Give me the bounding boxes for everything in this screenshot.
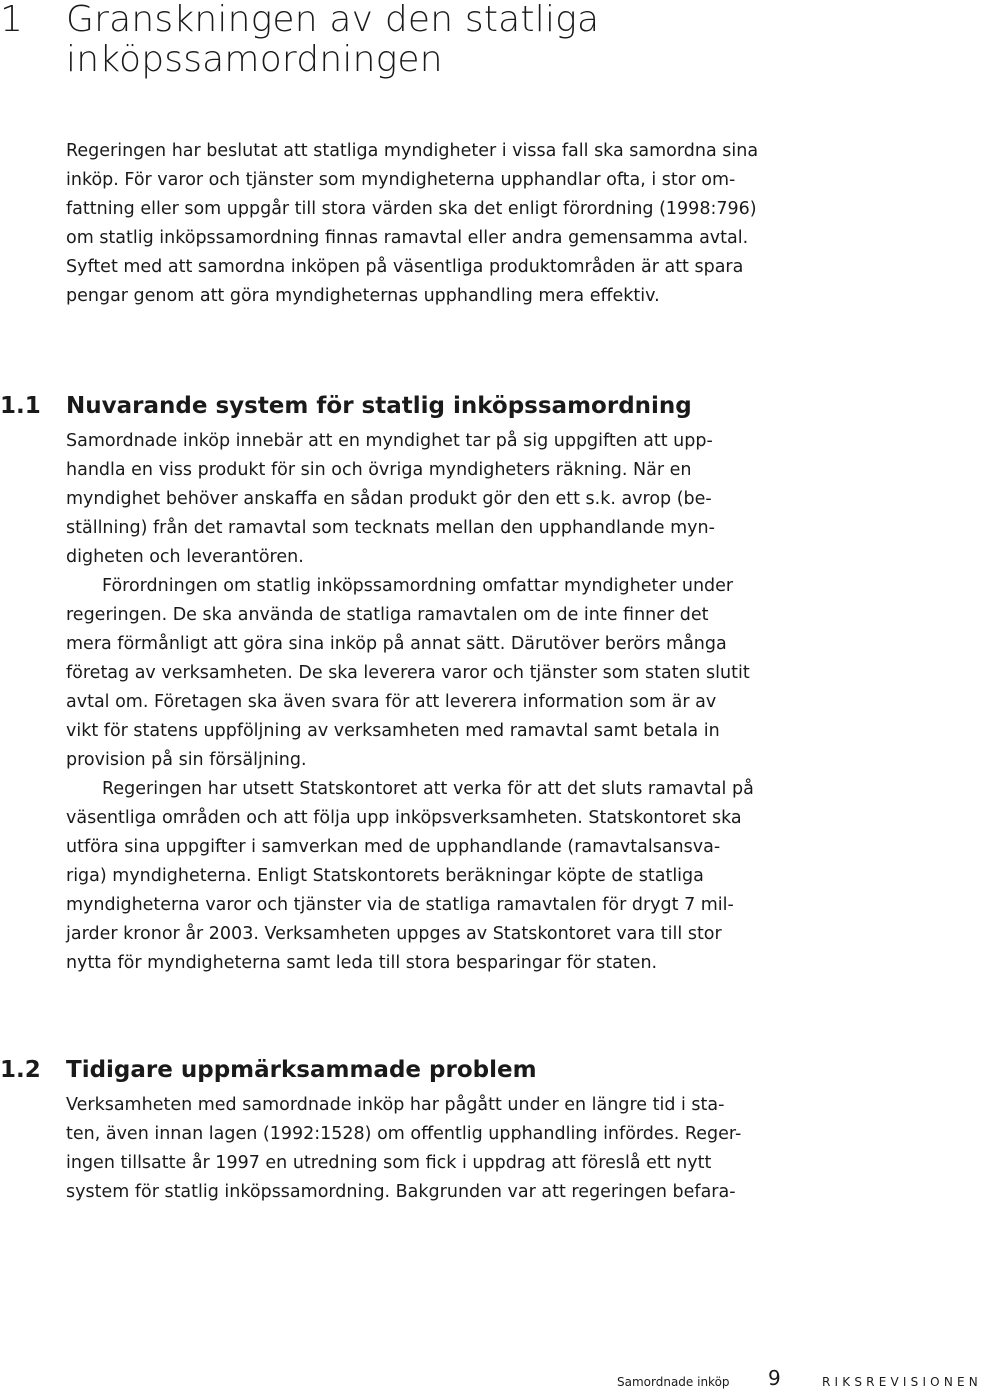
text-line: ställning) från det ramavtal som tecknats mellan den upphandlande myn- — [66, 518, 715, 538]
chapter-title-line: inköpssamordningen — [66, 39, 443, 80]
text-line: företag av verksamheten. De ska leverera varor och tjänster som staten slutit — [66, 663, 750, 683]
text-line: jarder kronor år 2003. Verksamheten uppges av Statskontoret vara till stor — [66, 924, 722, 944]
page-number: 9 — [768, 1366, 781, 1390]
section-number: 1.2 — [0, 1057, 41, 1083]
text-line: provision på sin försäljning. — [66, 750, 307, 770]
text-line: Regeringen har utsett Statskontoret att verka för att det sluts ramavtal på — [102, 779, 754, 799]
footer-document-title: Samordnade inköp — [617, 1375, 730, 1389]
text-line: system för statlig inköpssamordning. Bakgrunden var att regeringen befara- — [66, 1182, 736, 1202]
section-paragraph — [66, 572, 766, 775]
text-line: Verksamheten med samordnade inköp har pågått under en längre tid i sta- — [66, 1095, 725, 1115]
text-line: nytta för myndigheterna samt leda till stora besparingar för staten. — [66, 953, 658, 973]
text-line: vikt för statens uppföljning av verksamheten med ramavtal samt betala in — [66, 721, 720, 741]
text-line: riga) myndigheterna. Enligt Statskontorets beräkningar köpte de statliga — [66, 866, 704, 886]
text-line: avtal om. Företagen ska även svara för att leverera information som är av — [66, 692, 717, 712]
text-line: myndigheterna varor och tjänster via de statliga ramavtalen för drygt 7 mil- — [66, 895, 734, 915]
section-title: Nuvarande system för statlig inköpssamordning — [66, 393, 692, 419]
text-line: inköp. För varor och tjänster som myndigheterna upphandlar ofta, i stor om- — [66, 170, 736, 190]
text-line: digheten och leverantören. — [66, 547, 304, 567]
intro-paragraph — [66, 137, 766, 311]
chapter-number: 1 — [0, 0, 23, 40]
chapter-title — [66, 0, 926, 80]
section-number: 1.1 — [0, 393, 41, 419]
section-paragraph — [66, 775, 766, 978]
text-line: fattning eller som uppgår till stora värden ska det enligt förordning (1998:796) — [66, 199, 757, 219]
text-line: mera förmånligt att göra sina inköp på annat sätt. Därutöver berörs många — [66, 634, 727, 654]
footer-brand: RIKSREVISIONEN — [822, 1375, 982, 1389]
text-line: utföra sina uppgifter i samverkan med de upphandlande (ramavtalsansva- — [66, 837, 721, 857]
section-paragraph — [66, 427, 766, 572]
text-line: ingen tillsatte år 1997 en utredning som fick i uppdrag att föreslå ett nytt — [66, 1153, 712, 1173]
text-line: om statlig inköpssamordning finnas ramavtal eller andra gemensamma avtal. — [66, 228, 749, 248]
text-line: handla en viss produkt för sin och övriga myndigheters räkning. När en — [66, 460, 692, 480]
text-line: Samordnade inköp innebär att en myndighet tar på sig uppgiften att upp- — [66, 431, 713, 451]
section-paragraph — [66, 1091, 766, 1207]
text-line: väsentliga områden och att följa upp inköpsverksamheten. Statskontoret ska — [66, 808, 742, 828]
text-line: myndighet behöver anskaffa en sådan produkt gör den ett s.k. avrop (be- — [66, 489, 712, 509]
text-line: Syftet med att samordna inköpen på väsentliga produktområden är att spara — [66, 257, 744, 277]
chapter-title-line: Granskningen av den statliga — [66, 0, 600, 40]
text-line: ten, även innan lagen (1992:1528) om offentlig upphandling infördes. Reger- — [66, 1124, 742, 1144]
section-title: Tidigare uppmärksammade problem — [66, 1057, 537, 1083]
text-line: Förordningen om statlig inköpssamordning omfattar myndigheter under — [102, 576, 734, 596]
text-line: Regeringen har beslutat att statliga myndigheter i vissa fall ska samordna sina — [66, 141, 759, 161]
text-line: pengar genom att göra myndigheternas upphandling mera effektiv. — [66, 286, 660, 306]
text-line: regeringen. De ska använda de statliga ramavtalen om de inte finner det — [66, 605, 709, 625]
